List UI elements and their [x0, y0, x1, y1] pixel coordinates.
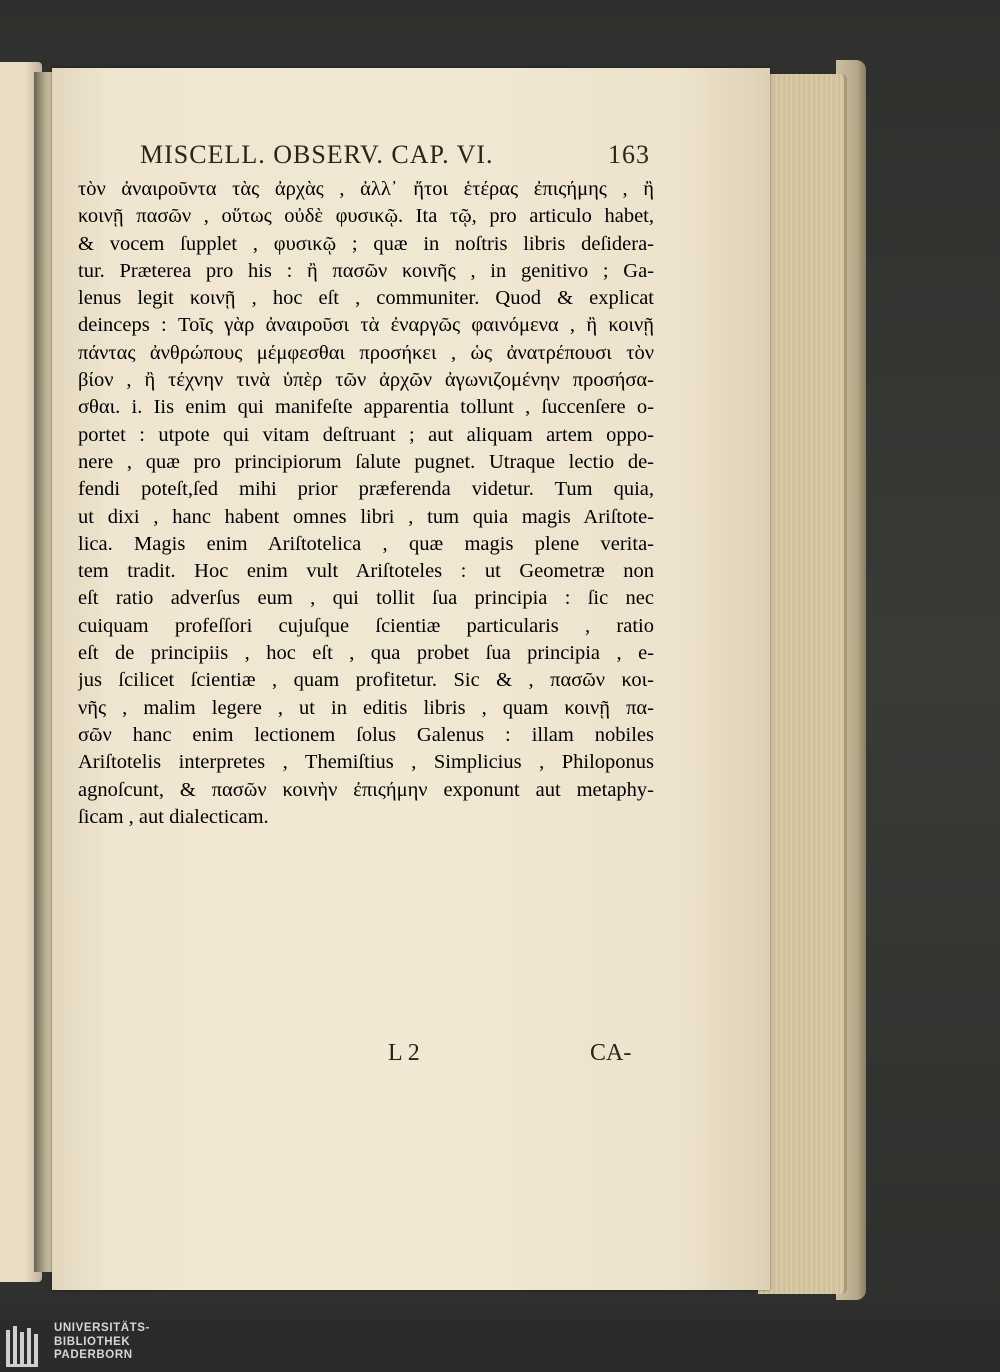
- signature-mark: L 2: [388, 1040, 420, 1066]
- header-title: MISCELL. OBSERV. CAP. VI.: [140, 140, 494, 169]
- text-line: eſt ratio adverſus eum , qui tollit ſua principia : ſic nec: [78, 587, 654, 610]
- page-edges: [758, 74, 847, 1294]
- text-line: Ariſtotelis interpretes , Themiſtius , Simplicius , Philoponus: [78, 751, 654, 774]
- text-line: deinceps : Τοῖς γὰρ ἀναιροῦσι τὰ ἐναργῶς φαινόμενα , ἢ κοινῇ: [78, 314, 654, 337]
- text-line: tem tradit. Hoc enim vult Ariſtoteles : ut Geometræ non: [78, 560, 654, 583]
- text-line: τὸν ἀναιροῦντα τὰς ἀρχὰς , ἀλλ᾽ ἤτοι ἑτέρας ἐπιςήμης , ἢ: [78, 178, 654, 200]
- running-header: [140, 140, 650, 174]
- text-line: tur. Præterea pro his : ἢ πασῶν κοινῆς , in genitivo ; Ga-: [78, 259, 654, 282]
- library-name: UNIVERSITÄTS- BIBLIOTHEK PADERBORN: [54, 1322, 150, 1361]
- library-logo-icon: [6, 1326, 44, 1368]
- text-line: κοινῇ πασῶν , οὕτως οὐδὲ φυσικῷ. Ita τῷ, pro articulo habet,: [78, 205, 654, 228]
- text-line: νῆς , malim legere , ut in editis libris , quam κοινῇ πα-: [78, 696, 654, 719]
- text-line: lenus legit κοινῇ , hoc eſt , communiter. Quod & explicat: [78, 287, 654, 310]
- text-line: nere , quæ pro principiorum ſalute pugnet. Utraque lectio de-: [78, 450, 654, 473]
- text-line: eſt de principiis , hoc eſt , qua probet ſua principia , e-: [78, 642, 654, 665]
- text-line: lica. Magis enim Ariſtotelica , quæ magis plene verita-: [78, 532, 654, 555]
- text-line: ut dixi , hanc habent omnes libri , tum quia magis Ariſtote-: [78, 505, 654, 528]
- text-line: σθαι. i. Iis enim qui manifeſte apparentia tollunt , ſuccenſere o-: [78, 396, 654, 419]
- text-line: portet : utpote qui vitam deſtruant ; aut aliquam artem oppo-: [78, 423, 654, 446]
- text-line: ſicam , aut dialecticam.: [78, 805, 269, 828]
- library-footer-bar: [0, 1320, 1000, 1372]
- page-number: 163: [608, 140, 650, 169]
- text-line: πάντας ἀνθρώπους μέμφεσθαι προσήκει , ὡς ἀνατρέπουσι τὸν: [78, 341, 654, 364]
- text-line: agnoſcunt, & πασῶν κοινὴν ἐπιςήμην exponunt aut metaphy-: [78, 778, 654, 801]
- catchword: CA-: [590, 1040, 632, 1066]
- text-line: jus ſcilicet ſcientiæ , quam profitetur. Sic & , πασῶν κοι-: [78, 669, 654, 692]
- text-line: cuiquam profeſſori cujuſque ſcientiæ particularis , ratio: [78, 614, 654, 637]
- body-text: [78, 176, 654, 831]
- text-line: βίον , ἢ τέχνην τινὰ ὑπὲρ τῶν ἀρχῶν ἀγωνιζομένην προσήσα-: [78, 369, 654, 392]
- text-line: fendi poteſt,ſed mihi prior præferenda videtur. Tum quia,: [78, 478, 654, 501]
- text-line: & vocem ſupplet , φυσικῷ ; quæ in noſtris libris deſidera-: [78, 232, 654, 255]
- text-line: σῶν hanc enim lectionem ſolus Galenus : illam nobiles: [78, 723, 654, 746]
